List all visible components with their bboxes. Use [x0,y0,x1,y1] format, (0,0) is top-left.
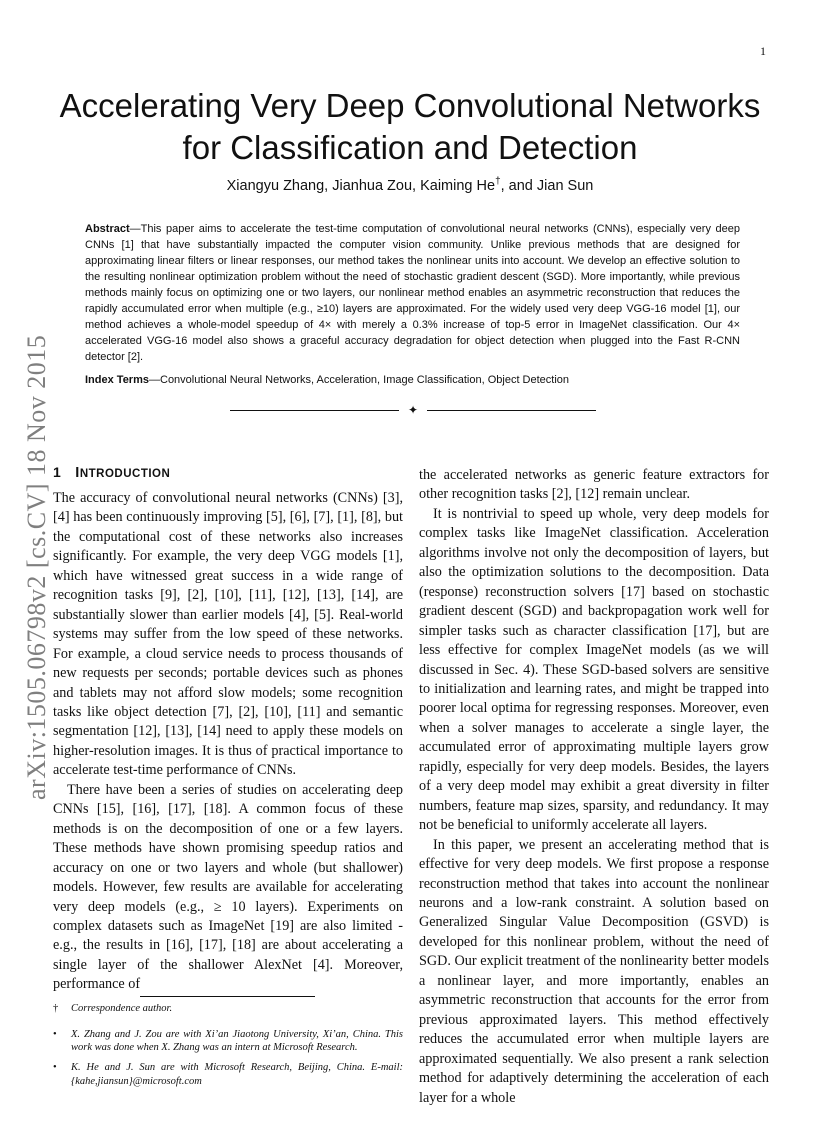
footnote-rule [140,996,315,997]
left-column [53,464,403,995]
footnote [53,1028,403,1055]
section-title-rest: NTRODUCTION [79,468,171,480]
paragraph: the accelerated networks as generic feature extractors for other recognition tasks [2], [12] remain unclear. [419,467,769,503]
authors-last: , and Jian Sun [500,177,594,194]
correspondence-dagger: † [495,176,501,187]
section-divider [230,403,596,417]
index-terms-text: —Convolutional Neural Networks, Acceleration, Image Classification, Object Detection [149,374,570,386]
divider-line-left [230,410,399,411]
paragraph: In this paper, we present an accelerating method that is effective for very deep models. We first propose a response reconstruction method that takes into account the nonlinear neurons and a low-rank constraint. A solution based on Generalized Singular Value Decomposition (GSVD) is developed for this nonlinear problem, without the need of SGD. Our explicit treatment of the nonlinearity better models a nonlinear layer, and more importantly, enables an asymmetric reconstruction that accounts for the error from previous approximated layers. This method effectively reduces the accumulated error when multiple layers are approximated sequentially. We also present a rank selection method for adaptively determining the acceleration of each layer for a whole [419,836,769,1106]
author-list [40,176,780,194]
section-number: 1 [53,464,62,480]
section-title-initial: I [75,465,80,481]
divider-line-right [427,410,596,411]
footnote [53,1002,403,1016]
paragraph: It is nontrivial to speed up whole, very deep models for complex tasks like ImageNet classification. Acceleration algorithms involve not only the decomposition of layers, but also the optimization solutions to the decomposition. Data (response) reconstruction solvers [17] based on stochastic gradient descent (SGD) and backpropagation work well for simpler tasks such as character classification [17], but are less effective for complex ImageNet models (as we will discussed in Sec. 4). These SGD-based solvers are sensitive to initialization and learning rates, and might be trapped into poorer local optima for regressing responses. Moreover, even when a solver manages to accelerate a single layer, the accumulated error of approximating multiple layers grow rapidly, especially for very deep models. Besides, the layers of a very deep model may exhibit a great diversity in filter numbers, feature map sizes, sparsity, and redundancy. It may not be beneficial to uniformly accelerate all layers. [419,505,769,834]
footnote-bullet-icon: • [53,1061,57,1073]
abstract-text: —This paper aims to accelerate the test-time computation of convolutional neural networks (CNNs), especially very deep CNNs [1] that have substantially impacted the computer vision community. Unlike previous methods that are designed for approximating linear filters or linear responses, our method takes the nonlinear units into account. We develop an effective solution to the resulting nonlinear optimization problem without the need of stochastic gradient descent (SGD). More importantly, while previous methods mainly focus on optimizing one or two layers, our nonlinear method enables an asymmetric reconstruction that reduces the rapidly accumulated error when multiple (e.g., ≥10) layers are approximated. For the widely used very deep VGG-16 model [1], our method achieves a whole-model speedup of 4× with merely a 0.3% increase of top-5 error in ImageNet classification. Our 4× accelerated VGG-16 model also shows a graceful accuracy degradation for object detection when plugged into the Fast R-CNN detector [2]. [85,223,740,363]
arxiv-stamp: arXiv:1505.06798v2 [cs.CV] 18 Nov 2015 [22,334,51,800]
abstract-label: Abstract [85,223,130,235]
footnote-text: Correspondence author. [71,1003,173,1014]
right-column [419,466,769,1108]
footnote-bullet-icon: • [53,1028,57,1040]
section-heading [53,464,403,481]
authors-first: Xiangyu Zhang, Jianhua Zou, Kaiming He [226,177,496,194]
footnote-mark: † [53,1003,59,1014]
index-terms [85,374,740,386]
divider-diamond-icon: ✦ [407,402,419,417]
footnote-text: K. He and J. Sun are with Microsoft Research, Beijing, China. E-mail: {kahe,jiansun}@microsoft.com [71,1061,403,1087]
footnote [53,1061,403,1088]
paper-title: Accelerating Very Deep Convolutional Networks for Classification and Detection [59,87,761,167]
abstract [85,222,740,365]
index-terms-label: Index Terms [85,374,149,386]
footnote-text: X. Zhang and J. Zou are with Xi’an Jiaotong University, Xi’an, China. This work was done when X. Zhang was an intern at Microsoft Research. [71,1028,403,1054]
page-number: 1 [760,44,766,58]
paragraph: There have been a series of studies on accelerating deep CNNs [15], [16], [17], [18]. A common focus of these methods is on the decomposition of one or a few layers. These methods have shown promising speedup ratios and accuracy on one or two layers and whole (but shallower) models. However, few results are available for accelerating very deep models (e.g., ≥ 10 layers). Experiments on complex datasets such as ImageNet [19] are also limited - e.g., the results in [16], [17], [18] are about accelerating a single layer of the shallower AlexNet [4]. Moreover, performance of [53,781,403,993]
footnotes [53,1002,403,1094]
paragraph: The accuracy of convolutional neural networks (CNNs) [3], [4] has been continuously improving [5], [6], [7], [1], [8], but the computational cost of these networks also increases significantly. For example, the very deep VGG models [1], which have witnessed great success in a wide range of recognition tasks [9], [2], [10], [11], [12], [13], [14], are substantially slower than earlier models [4], [5]. Real-world systems may suffer from the low speed of these networks. For example, a cloud service needs to process thousands of new requests per seconds; portable devices such as phones and tablets may not afford slow models; some recognition tasks like object detection [7], [2], [10], [11] and semantic segmentation [12], [13], [14] need to apply these models on higher-resolution images. It is thus of practical importance to accelerate test-time performance of CNNs. [53,490,403,779]
